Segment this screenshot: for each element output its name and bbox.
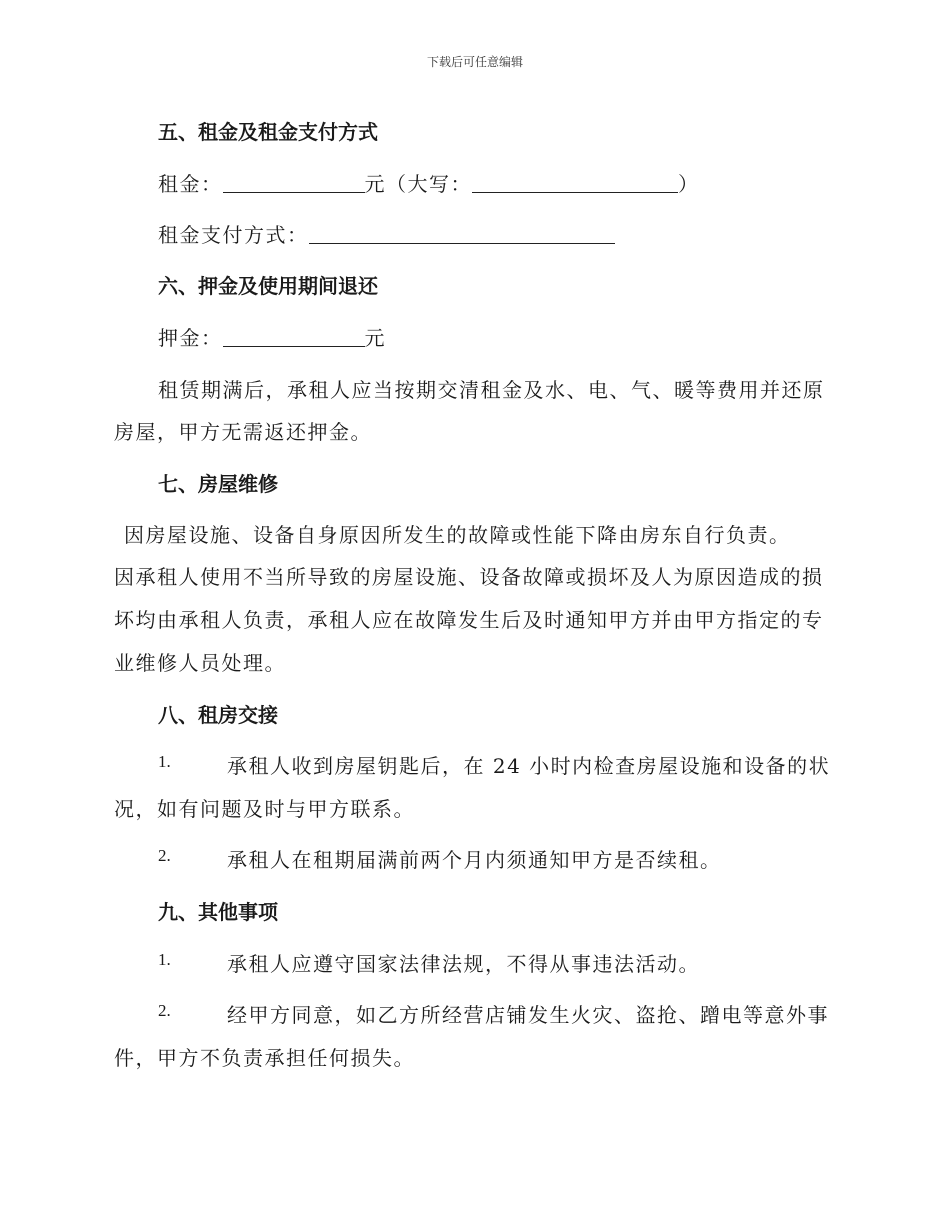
- deposit-unit: 元: [364, 326, 386, 350]
- handover-item-2-number: 2.: [158, 846, 171, 865]
- rent-method-label: 租金支付方式：: [158, 223, 309, 247]
- deposit-amount-blank[interactable]: [223, 328, 365, 347]
- other-item-1-number: 1.: [158, 950, 171, 969]
- repair-line-4: 业维修人员处理。: [114, 651, 286, 675]
- rent-amount-blank[interactable]: [223, 174, 365, 193]
- other-item-2-line-1: 经甲方同意，如乙方所经营店铺发生火灾、盗抢、蹭电等意外事: [227, 1003, 829, 1027]
- heading-rent-payment: 五、租金及租金支付方式: [158, 120, 378, 144]
- handover-item-1-line-1: 承租人收到房屋钥匙后，在 24 小时内检查房屋设施和设备的状: [227, 754, 831, 778]
- rent-amount-line: [158, 168, 700, 197]
- deposit-label: 押金：: [158, 326, 223, 350]
- deposit-line: [158, 322, 386, 351]
- rent-unit-label: 元（大写：: [364, 172, 472, 196]
- rent-uppercase-blank[interactable]: [472, 174, 678, 193]
- repair-line-1: 因房屋设施、设备自身原因所发生的故障或性能下降由房东自行负责。: [124, 523, 791, 547]
- handover-item-1-line-2: 况，如有问题及时与甲方联系。: [114, 797, 415, 821]
- repair-line-3: 坏均由承租人负责，承租人应在故障发生后及时通知甲方并由甲方指定的专: [114, 608, 824, 632]
- deposit-paragraph-line-2: 房屋，甲方无需返还押金。: [114, 420, 372, 444]
- rent-label: 租金：: [158, 172, 223, 196]
- deposit-paragraph-line-1: 租赁期满后，承租人应当按期交清租金及水、电、气、暖等费用并还原: [158, 378, 825, 402]
- rent-method-blank[interactable]: [309, 225, 615, 244]
- repair-line-2: 因承租人使用不当所导致的房屋设施、设备故障或损坏及人为原因造成的损: [114, 565, 824, 589]
- other-item-2-number: 2.: [158, 1001, 171, 1020]
- heading-repair: 七、房屋维修: [158, 472, 278, 496]
- other-item-2-line-2: 件，甲方不负责承担任何损失。: [114, 1046, 415, 1070]
- heading-deposit: 六、押金及使用期间退还: [158, 274, 378, 298]
- handover-item-2-line-1: 承租人在租期届满前两个月内须通知甲方是否续租。: [227, 848, 722, 872]
- rent-close-paren: ）: [678, 172, 700, 196]
- heading-other-matters: 九、其他事项: [158, 900, 278, 924]
- rent-method-line: [158, 219, 615, 248]
- heading-handover: 八、租房交接: [158, 703, 278, 727]
- page-header: 下载后可任意编辑: [426, 55, 523, 69]
- other-item-1-line-1: 承租人应遵守国家法律法规，不得从事违法活动。: [227, 952, 700, 976]
- handover-item-1-number: 1.: [158, 752, 171, 771]
